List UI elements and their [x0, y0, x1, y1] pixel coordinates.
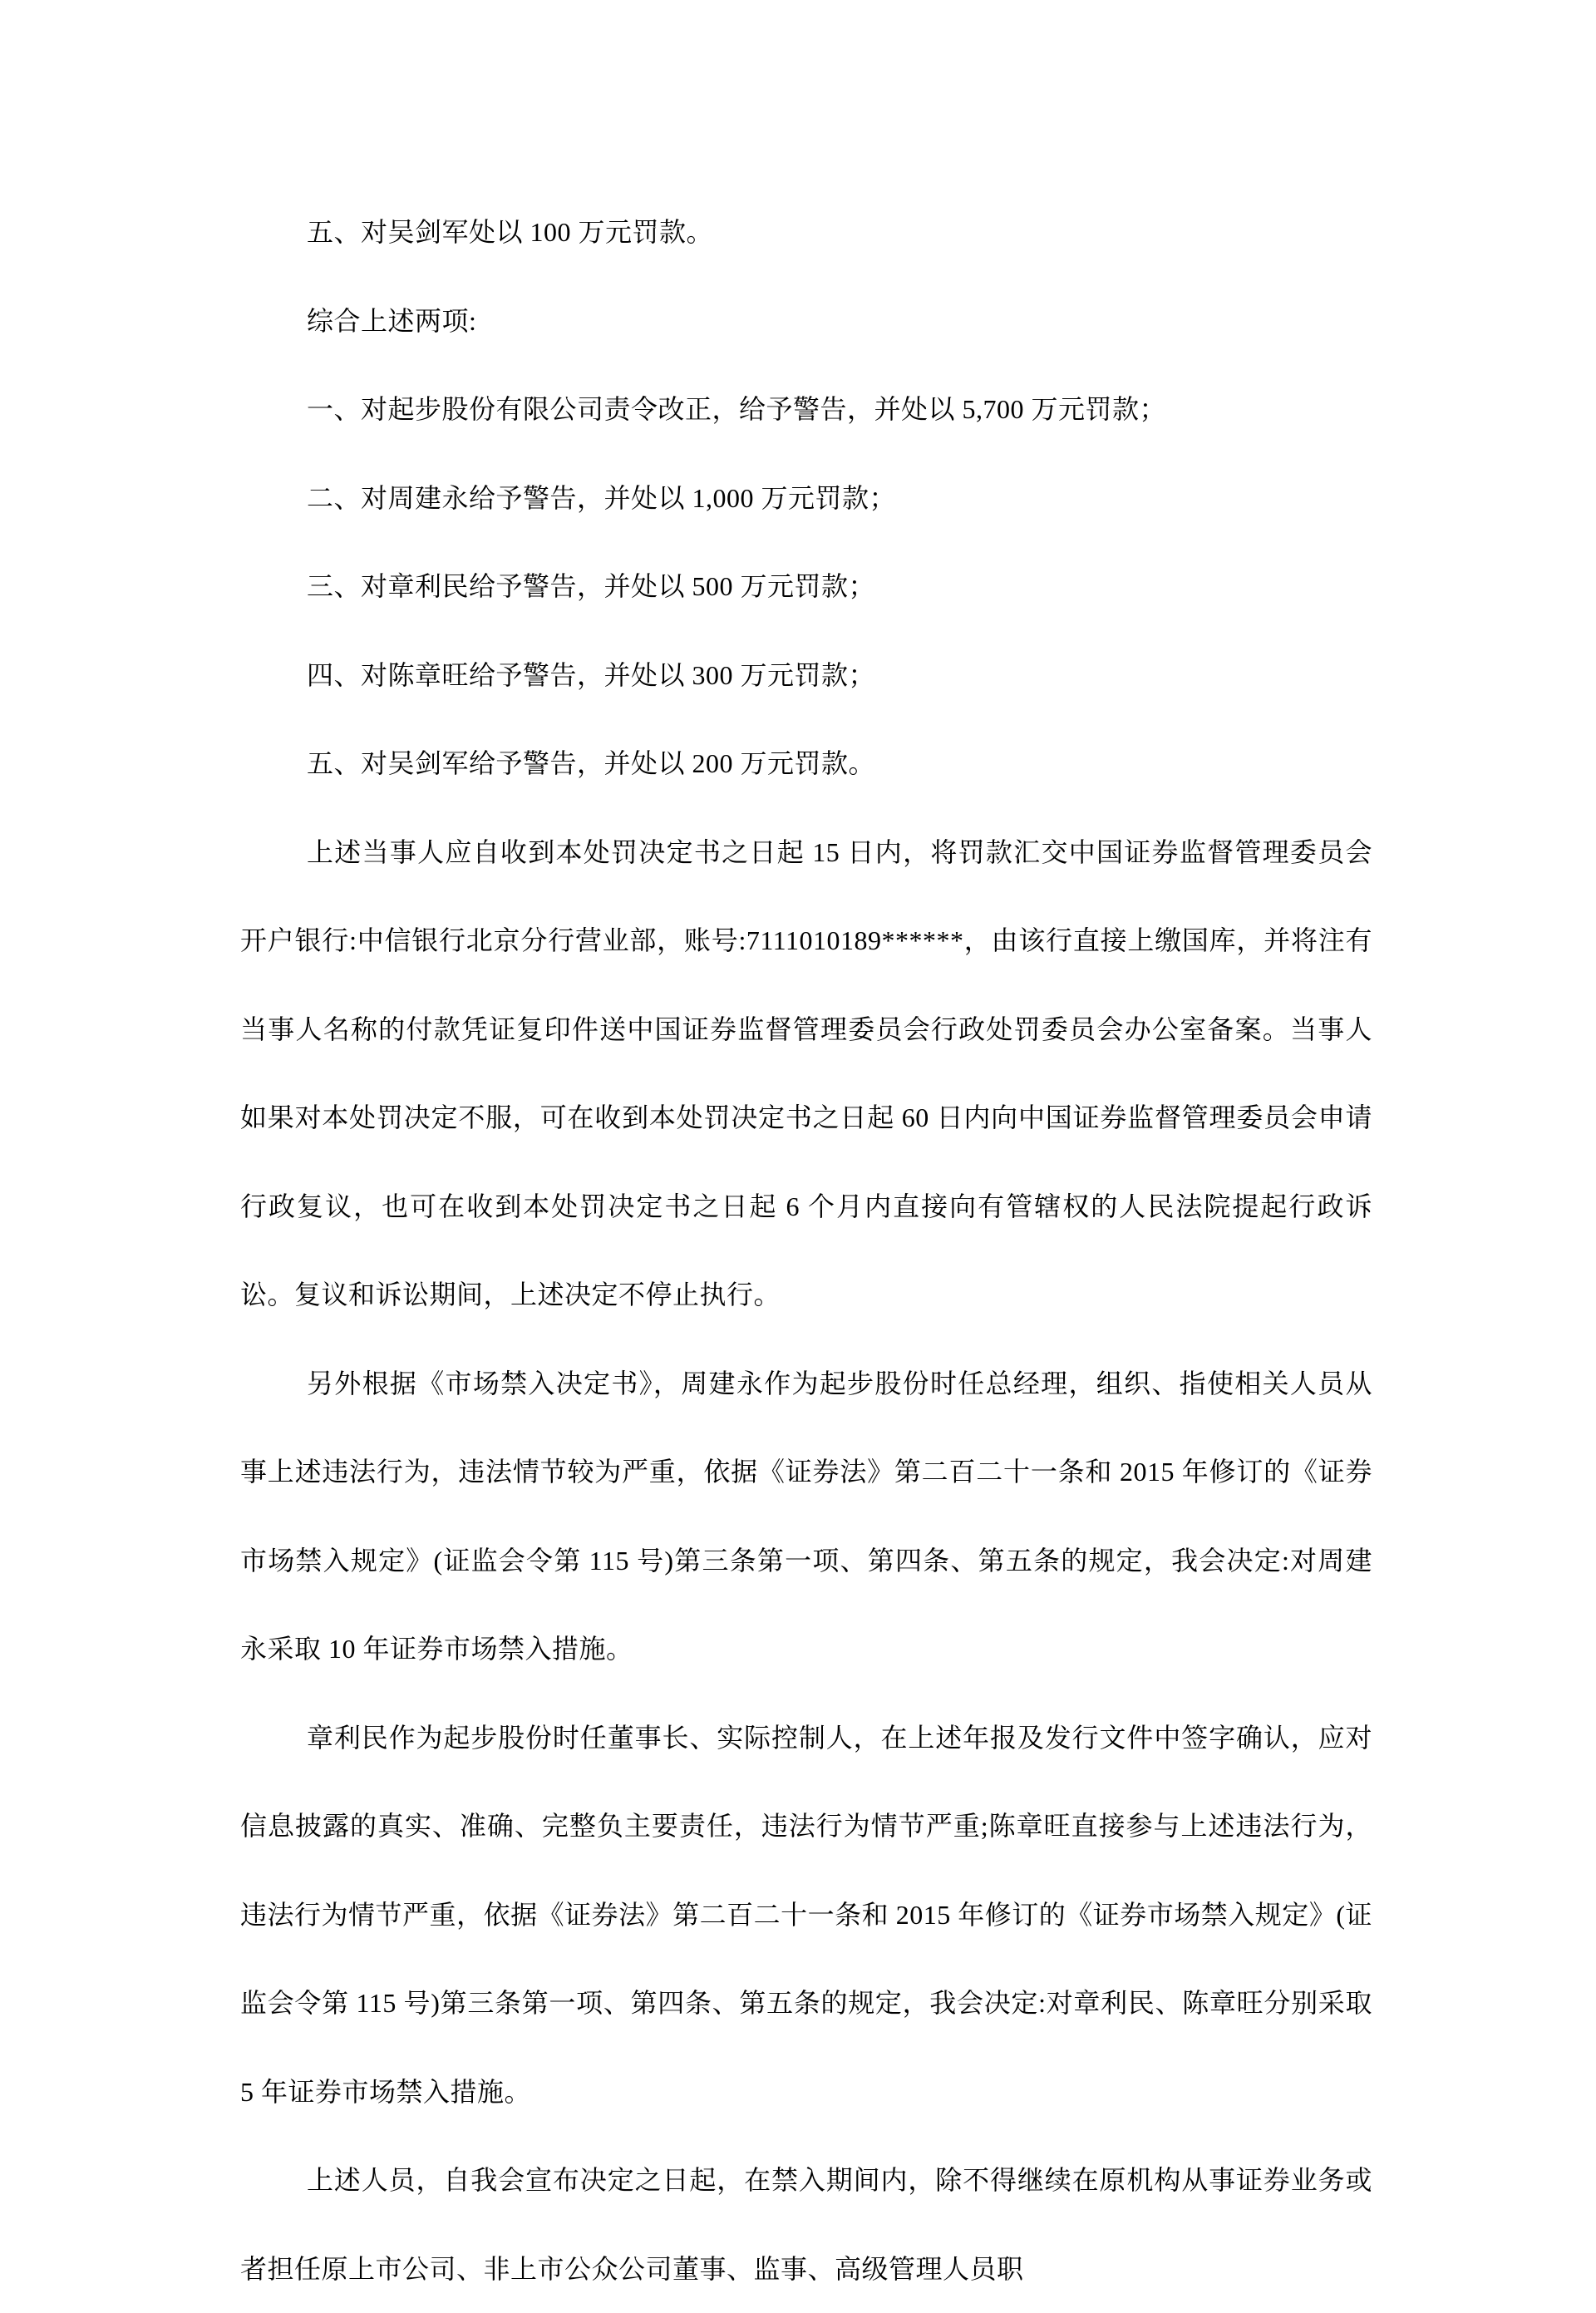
paragraph-ban-restrictions: 上述人员，自我会宣布决定之日起，在禁入期间内，除不得继续在原机构从事证券业务或者担任原上市公司、非上市公众公司董事、监事、高级管理人员职	[240, 2165, 1372, 2284]
paragraph-market-ban-zhou-jianyong: 另外根据《市场禁入决定书》，周建永作为起步股份时任总经理，组织、指使相关人员从事上述违法行为，违法情节较为严重，依据《证券法》第二百二十一条和 2015 年修订的《证券市场禁入规定》(证监会令第 115 号)第三条第一项、第四条、第五条的规定，我会决定:对周建永采取 10 年证券市场禁入措施。	[240, 1368, 1372, 1664]
document-page	[240, 188, 1372, 2313]
paragraph-combined-item2-zhou-jianyong: 二、对周建永给予警告，并处以 1,000 万元罚款；	[307, 482, 897, 513]
paragraph-combined-item3-zhang-limin: 三、对章利民给予警告，并处以 500 万元罚款；	[307, 571, 876, 601]
paragraph-penalty-wu-jianjun-item5: 五、对吴剑军处以 100 万元罚款。	[307, 217, 714, 247]
paragraph-combined-item4-chen-zhangwang: 四、对陈章旺给予警告，并处以 300 万元罚款；	[307, 659, 876, 690]
paragraph-combined-item5-wu-jianjun: 五、对吴剑军给予警告，并处以 200 万元罚款。	[307, 748, 876, 778]
paragraph-market-ban-zhang-chen: 章利民作为起步股份时任董事长、实际控制人，在上述年报及发行文件中签字确认，应对信息披露的真实、准确、完整负主要责任，违法行为情节严重;陈章旺直接参与上述违法行为，违法行为情节严重，依据《证券法》第二百二十一条和 2015 年修订的《证券市场禁入规定》(证监会令第 115 号)第三条第一项、第四条、第五条的规定，我会决定:对章利民、陈章旺分别采取 5 年证券市场禁入措施。	[240, 1722, 1372, 2107]
paragraph-payment-and-appeal: 上述当事人应自收到本处罚决定书之日起 15 日内，将罚款汇交中国证券监督管理委员会开户银行:中信银行北京分行营业部，账号:7111010189******，由该行直接上缴国库，并将注有当事人名称的付款凭证复印件送中国证券监督管理委员会行政处罚委员会办公室备案。当事人如果对本处罚决定不服，可在收到本处罚决定书之日起 60 日内向中国证券监督管理委员会申请行政复议，也可在收到本处罚决定书之日起 6 个月内直接向有管辖权的人民法院提起行政诉讼。复议和诉讼期间，上述决定不停止执行。	[240, 836, 1372, 1309]
paragraph-combined-heading: 综合上述两项:	[307, 305, 477, 336]
paragraph-combined-item1-company: 一、对起步股份有限公司责令改正，给予警告，并处以 5,700 万元罚款；	[307, 394, 1167, 424]
